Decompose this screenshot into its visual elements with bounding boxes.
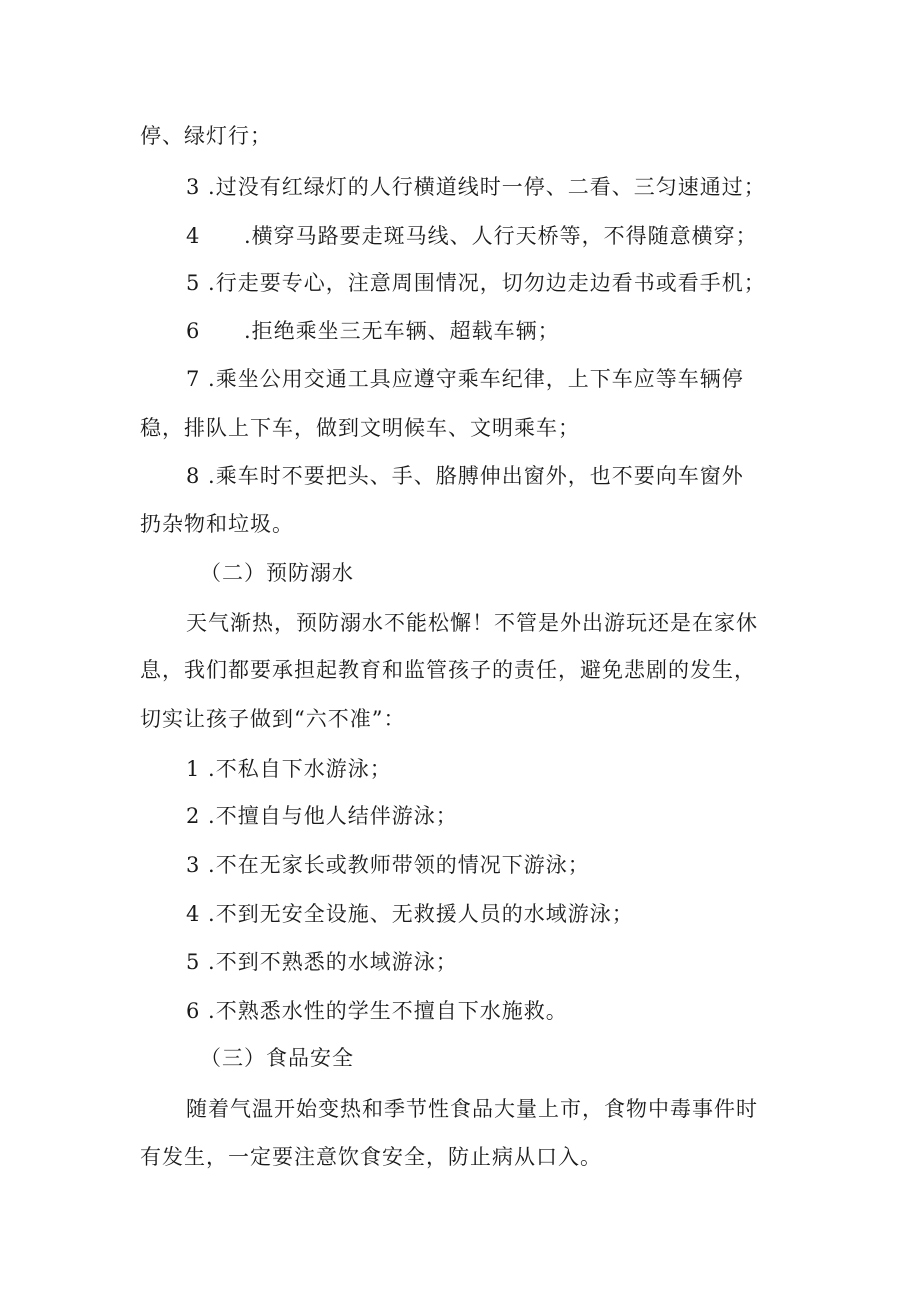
list-item-drowning-3: 3 .不在无家长或教师带领的情况下游泳； <box>186 853 590 877</box>
paragraph-line: 停、绿灯行； <box>140 124 272 148</box>
list-item-traffic-4-text: .横穿马路要走斑马线、人行天桥等，不得随意横穿； <box>244 224 758 248</box>
list-item-drowning-4: 4 .不到无安全设施、无救援人员的水域游泳； <box>186 902 634 926</box>
list-item-traffic-7-cont: 稳，排队上下车，做到文明候车、文明乘车； <box>140 416 580 440</box>
list-item-drowning-5: 5 .不到不熟悉的水域游泳； <box>186 950 458 974</box>
paragraph-drowning-intro-cont2: 切实让孩子做到“六不准”： <box>140 707 406 731</box>
paragraph-drowning-intro: 天气渐热，预防溺水不能松懈！不管是外出游玩还是在家休 <box>186 611 758 635</box>
list-item-traffic-6-number: 6 <box>186 319 201 343</box>
list-item-drowning-2: 2 .不擅自与他人结伴游泳； <box>186 804 458 828</box>
paragraph-drowning-intro-cont: 息，我们都要承担起教育和监管孩子的责任，避免悲剧的发生， <box>140 658 756 682</box>
list-item-traffic-3: 3 .过没有红绿灯的人行横道线时一停、二看、三匀速通过； <box>186 175 766 199</box>
list-item-traffic-4-number: 4 <box>186 224 201 248</box>
list-item-traffic-8: 8 .乘车时不要把头、手、胳膊伸出窗外，也不要向车窗外 <box>186 464 744 488</box>
list-item-traffic-6-text: .拒绝乘坐三无车辆、超载车辆； <box>244 319 560 343</box>
list-item-drowning-1: 1 .不私自下水游泳； <box>186 757 392 781</box>
section-heading-drowning: （二）预防溺水 <box>200 561 354 585</box>
paragraph-food-safety: 随着气温开始变热和季节性食品大量上市，食物中毒事件时 <box>186 1097 758 1121</box>
list-item-traffic-8-cont: 扔杂物和垃圾。 <box>140 512 294 536</box>
paragraph-food-safety-cont: 有发生，一定要注意饮食安全，防止病从口入。 <box>140 1145 602 1169</box>
list-item-traffic-5: 5 .行走要专心，注意周围情况，切勿边走边看书或看手机； <box>186 271 766 295</box>
list-item-drowning-6: 6 .不熟悉水性的学生不擅自下水施救。 <box>186 999 568 1023</box>
list-item-traffic-7: 7 .乘坐公用交通工具应遵守乘车纪律，上下车应等车辆停 <box>186 367 744 391</box>
section-heading-food-safety: （三）食品安全 <box>200 1046 354 1070</box>
